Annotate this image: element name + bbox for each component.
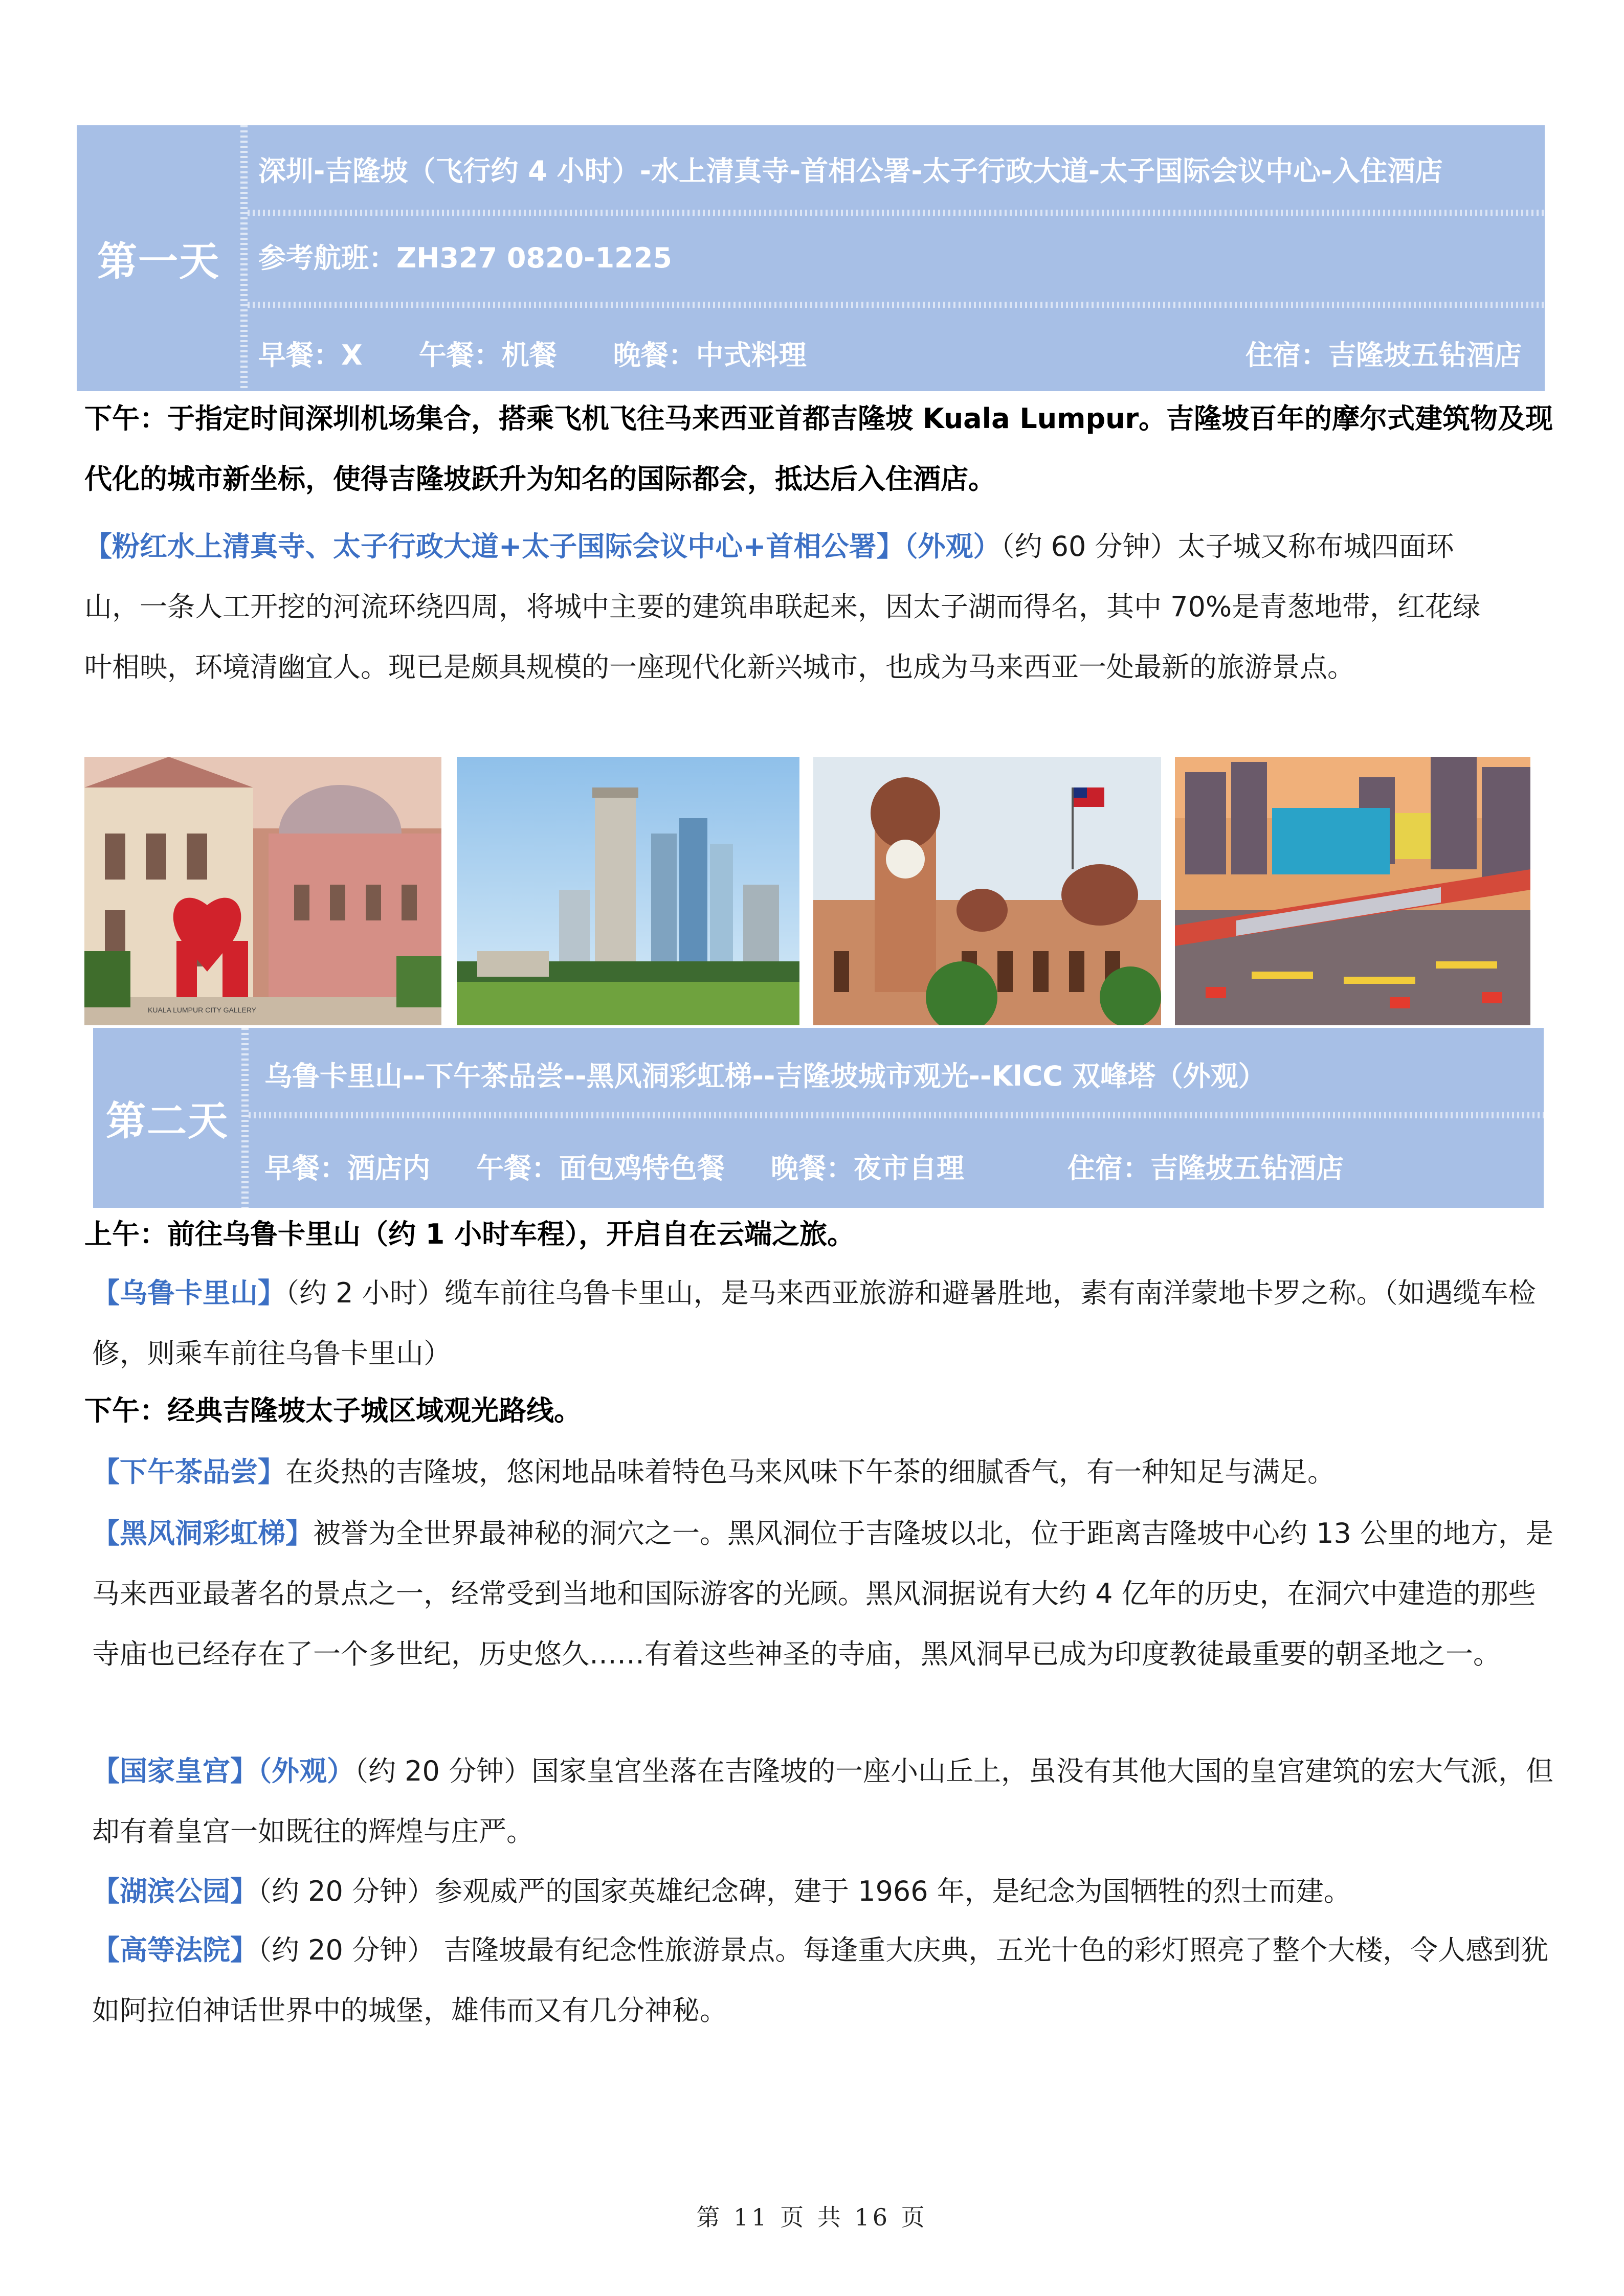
day1-meals bbox=[258, 330, 1527, 376]
day1-spot-title: 【粉红水上清真寺、太子行政大道+太子国际会议中心+首相公署】（外观） bbox=[84, 530, 1001, 562]
day2-spot-4-text: （约 20 分钟）国家皇宫坐落在吉隆坡的一座小山丘上，虽没有其他大国的皇宫建筑的宏大气派，但却有着皇宫一如既往的辉煌与庄严。 bbox=[92, 1755, 1554, 1848]
day2-spot-2 bbox=[92, 1442, 1555, 1502]
photo-sultan-building bbox=[813, 757, 1161, 1025]
day2-label: 第二天 bbox=[105, 1098, 229, 1144]
day2-route: 乌鲁卡里山--下午茶品尝--黑风洞彩虹梯--吉隆坡城市观光--KlCC 双峰塔（外观） bbox=[264, 1060, 1266, 1092]
day2-spot-4 bbox=[92, 1741, 1555, 1862]
day2-breakfast: 早餐：酒店内 bbox=[264, 1152, 430, 1184]
day2-afternoon: 下午：经典吉隆坡太子城区域观光路线。 bbox=[84, 1394, 582, 1427]
day2-spot-2-title: 【下午茶品尝】 bbox=[92, 1456, 285, 1488]
day1-route: 深圳-吉隆坡（飞行约 4 小时）-水上清真寺-首相公署-太子行政大道-太子国际会议中心-入住酒店 bbox=[258, 154, 1443, 187]
day1-header bbox=[77, 125, 1545, 391]
day2-spot-5-text: （约 20 分钟）参观威严的国家英雄纪念碑，建于 1966 年，是纪念为国牺牲的烈士而建。 bbox=[258, 1875, 1351, 1907]
photo-bukit-bintang bbox=[1175, 757, 1530, 1025]
photo-city-gallery bbox=[84, 757, 441, 1025]
day2-morning: 上午：前往乌鲁卡里山（约 1 小时车程），开启自在云端之旅。 bbox=[84, 1218, 855, 1250]
day2-hotel: 住宿：吉隆坡五钻酒店 bbox=[1067, 1152, 1344, 1184]
photo-skyscrapers bbox=[457, 757, 799, 1025]
day2-spot-6 bbox=[92, 1920, 1555, 2041]
day1-stripe-1 bbox=[248, 210, 1545, 216]
day1-spot bbox=[84, 516, 1496, 697]
day2-stripe bbox=[249, 1112, 1544, 1118]
day1-spot-text: （约 60 分钟）太子城又称布城四面环山，一条人工开挖的河流环绕四周，将城中主要的建筑串联起来，因太子湖而得名，其中 70%是青葱地带，红花绿叶相映，环境清幽宜人。现已是颇具规模的一座现代化新兴城市，也成为马来西亚一处最新的旅游景点。 bbox=[84, 530, 1481, 683]
day1-lunch: 午餐：机餐 bbox=[418, 339, 557, 371]
day2-spot-3-title: 【黑风洞彩虹梯】 bbox=[92, 1517, 313, 1549]
day2-meals bbox=[264, 1143, 1533, 1189]
day2-spot-3 bbox=[92, 1503, 1555, 1684]
photo-sign-text: KUALA LUMPUR CITY GALLERY bbox=[148, 1006, 256, 1014]
day1-dinner: 晚餐：中式料理 bbox=[613, 339, 807, 371]
day1-afternoon bbox=[84, 389, 1558, 509]
day2-spot-1-text: （约 2 小时）缆车前往乌鲁卡里山，是马来西亚旅游和避暑胜地，素有南洋蒙地卡罗之称。（如遇缆车检修，则乘车前往乌鲁卡里山） bbox=[92, 1277, 1536, 1369]
day2-spot-6-title: 【高等法院】 bbox=[92, 1934, 258, 1966]
day2-spot-5 bbox=[92, 1861, 1555, 1922]
day2-header bbox=[93, 1028, 1544, 1208]
day2-spot-3-text: 被誉为全世界最神秘的洞穴之一。黑风洞位于吉隆坡以北，位于距离吉隆坡中心约 13 公里的地方，是马来西亚最著名的景点之一，经常受到当地和国际游客的光顾。黑风洞据说有大约 4 亿年的历史，在洞穴中建造的那些寺庙也已经存在了一个多世纪，历史悠久……有着这些神圣的寺庙，黑风洞早已成为印度教徒最重要的朝圣地之一。 bbox=[92, 1517, 1554, 1670]
day2-spot-4-title: 【国家皇宫】（外观） bbox=[92, 1755, 354, 1787]
day2-spot-1-title: 【乌鲁卡里山】 bbox=[92, 1277, 285, 1309]
day1-divider bbox=[240, 125, 248, 391]
page-footer: 第 11 页 共 16 页 bbox=[696, 2203, 928, 2231]
day2-spot-2-text: 在炎热的吉隆坡，悠闲地品味着特色马来风味下午茶的细腻香气，有一种知足与满足。 bbox=[285, 1456, 1335, 1488]
day2-spot-1 bbox=[92, 1263, 1540, 1384]
day2-divider bbox=[241, 1028, 249, 1208]
day2-dinner: 晚餐：夜市自理 bbox=[771, 1152, 964, 1184]
day1-label: 第一天 bbox=[97, 239, 220, 285]
day2-lunch: 午餐：面包鸡特色餐 bbox=[476, 1152, 725, 1184]
day1-hotel: 住宿：吉隆坡五钻酒店 bbox=[1245, 339, 1522, 371]
day1-afternoon-text: 下午：于指定时间深圳机场集合，搭乘飞机飞往马来西亚首都吉隆坡 Kuala Lumpur。吉隆坡百年的摩尔式建筑物及现代化的城市新坐标，使得吉隆坡跃升为知名的国际都会，抵达后入住酒店。 bbox=[84, 402, 1553, 495]
day1-stripe-2 bbox=[248, 302, 1545, 308]
day1-breakfast: 早餐：X bbox=[258, 339, 363, 371]
day2-spot-6-text: （约 20 分钟） 吉隆坡最有纪念性旅游景点。每逢重大庆典，五光十色的彩灯照亮了整个大楼，令人感到犹如阿拉伯神话世界中的城堡，雄伟而又有几分神秘。 bbox=[92, 1934, 1549, 2027]
day2-spot-5-title: 【湖滨公园】 bbox=[92, 1875, 258, 1907]
day1-flight: 参考航班：ZH327 0820-1225 bbox=[258, 241, 672, 274]
